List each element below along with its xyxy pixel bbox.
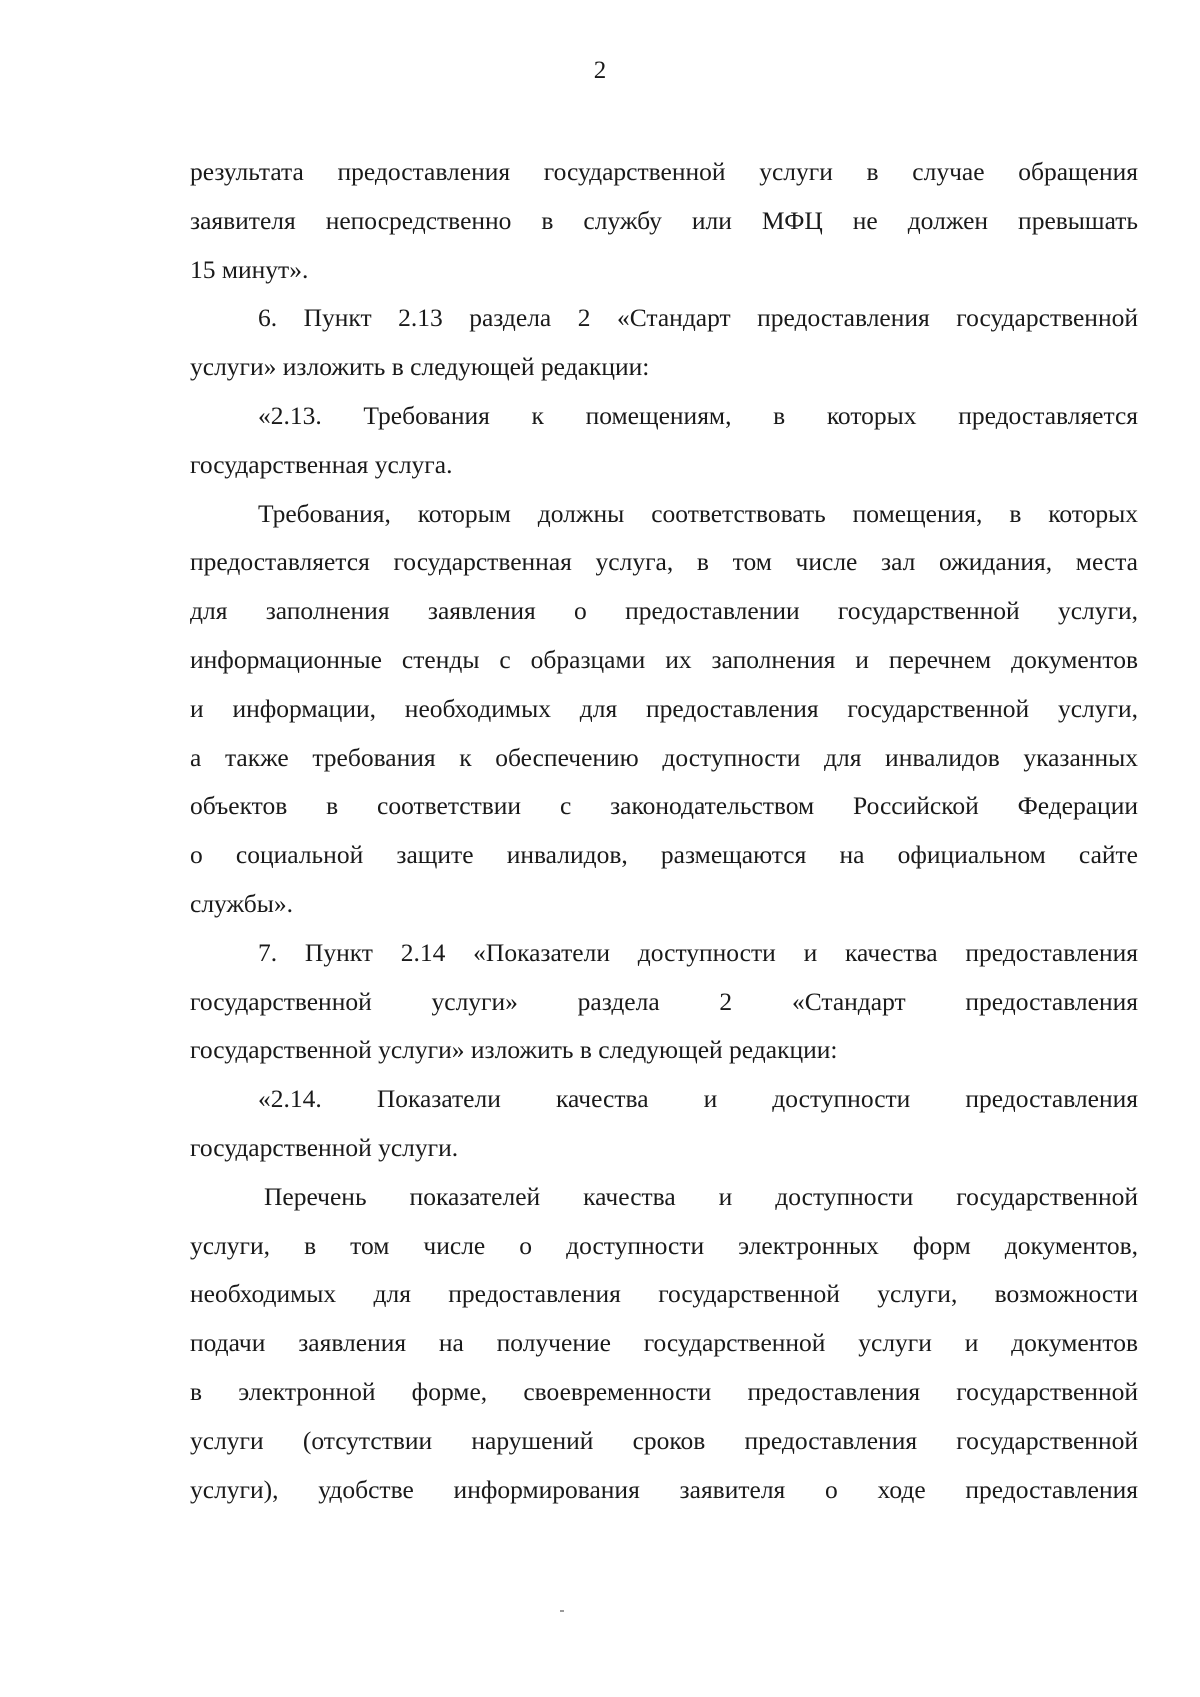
scan-speck [560,1610,564,1612]
text-line: Требования, которым должны соответствовать помещения, в которых [258,498,1138,528]
text-line: для заполнения заявления о предоставлении государственной услуги, [190,596,1138,626]
text-line: услуги» изложить в следующей редакции: [190,352,650,382]
text-line: в электронной форме, своевременности предоставления государственной [190,1376,1138,1406]
text-line: государственной услуги» изложить в следующей редакции: [190,1035,838,1065]
text-line: объектов в соответствии с законодательством Российской Федерации [190,791,1138,821]
text-line: предоставляется государственная услуга, в том числе зал ожидания, места [190,547,1138,577]
text-line: службы». [190,888,293,918]
text-line: государственная услуга. [190,449,453,479]
text-line: информационные стенды с образцами их заполнения и перечнем документов [190,644,1138,674]
text-line: «2.13. Требования к помещениям, в которых предоставляется [258,400,1138,430]
text-line: а также требования к обеспечению доступности для инвалидов указанных [190,742,1138,772]
text-line: результата предоставления государственной услуги в случае обращения [190,157,1138,186]
text-line: 6. Пункт 2.13 раздела 2 «Стандарт предоставления государственной [258,303,1138,333]
text-line: 7. Пункт 2.14 «Показатели доступности и качества предоставления [258,937,1138,967]
text-line: заявителя непосредственно в службу или МФЦ не должен превышать [190,205,1138,235]
text-line: необходимых для предоставления государственной услуги, возможности [190,1279,1138,1309]
text-line: государственной услуги» раздела 2 «Стандарт предоставления [190,986,1138,1016]
text-line: услуги (отсутствии нарушений сроков предоставления государственной [190,1425,1138,1455]
text-line: и информации, необходимых для предоставления государственной услуги, [190,693,1138,723]
text-line: Перечень показателей качества и доступности государственной [264,1181,1138,1211]
text-line: подачи заявления на получение государственной услуги и документов [190,1328,1138,1358]
text-line: о социальной защите инвалидов, размещаются на официальном сайте [190,840,1138,870]
page-number: 2 [593,57,607,84]
text-line: 15 минут». [190,254,309,284]
text-line: государственной услуги. [190,1132,459,1162]
document-body [190,148,1138,1514]
text-line: услуги), удобстве информирования заявителя о ходе предоставления [190,1474,1138,1504]
text-line: «2.14. Показатели качества и доступности предоставления [258,1084,1138,1114]
text-line: услуги, в том числе о доступности электронных форм документов, [190,1230,1138,1260]
